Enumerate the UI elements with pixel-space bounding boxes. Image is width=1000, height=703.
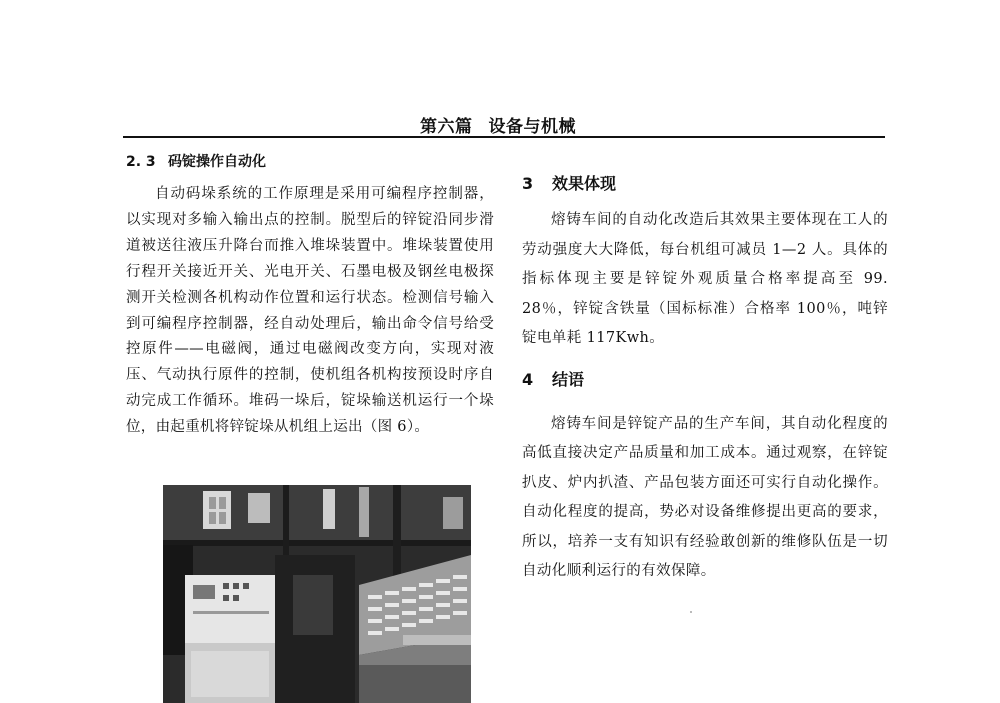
section-title: 效果体现 xyxy=(552,174,617,193)
section-number: 2. 3 xyxy=(126,154,156,170)
right-column xyxy=(522,172,888,587)
section-number: 3 xyxy=(522,174,534,193)
section-number: 4 xyxy=(522,369,534,389)
chapter-title: 设备与机械 xyxy=(488,117,576,137)
figure-6-photo xyxy=(163,485,471,703)
chapter-label: 第六篇 xyxy=(420,117,473,137)
left-column xyxy=(126,152,494,441)
section-4-heading xyxy=(522,368,888,392)
section-title: 结语 xyxy=(552,369,585,389)
header-rule xyxy=(123,136,885,138)
scan-speck xyxy=(690,611,692,613)
section-title: 码锭操作自动化 xyxy=(168,154,266,170)
section-3-heading xyxy=(522,172,888,196)
section-2-3-paragraph: 自动码垛系统的工作原理是采用可编程序控制器，以实现对多输入输出点的控制。脱型后的锌锭沿同步滑道被送往液压升降台而推入堆垛装置中。堆垛装置使用行程开关接近开关、光电开关、石墨电极及钢丝电极探测开关检测各机构动作位置和运行状态。检测信号输入到可编程序控制器，经自动处理后，输出命令信号给受控原件——电磁阀，通过电磁阀改变方向，实现对液压、气动执行原件的控制，使机组各机构按预设时序自动完成工作循环。堆码一垛后，锭垛输送机运行一个垛位，由起重机将锌锭垛从机组上运出（图 6）。 xyxy=(126,186,494,436)
section-3-paragraph: 熔铸车间的自动化改造后其效果主要体现在工人的劳动强度大大降低，每台机组可减员 1—2 人。具体的指标体现主要是锌锭外观质量合格率提高至 99. 28％，锌锭含铁量（国标标准）合格率 100％，吨锌锭电单耗 117Kwh。 xyxy=(522,212,888,346)
section-2-3-heading xyxy=(126,152,494,172)
section-4-paragraph: 熔铸车间是锌锭产品的生产车间，其自动化程度的高低直接决定产品质量和加工成本。通过观察，在锌锭扒皮、炉内扒渣、产品包装方面还可实行自动化操作。自动化程度的提高，势必对设备维修提出更高的要求，所以，培养一支有知识有经验敢创新的维修队伍是一切自动化顺利运行的有效保障。 xyxy=(522,415,888,579)
running-head xyxy=(420,112,576,137)
factory-photo-illustration xyxy=(163,485,471,703)
